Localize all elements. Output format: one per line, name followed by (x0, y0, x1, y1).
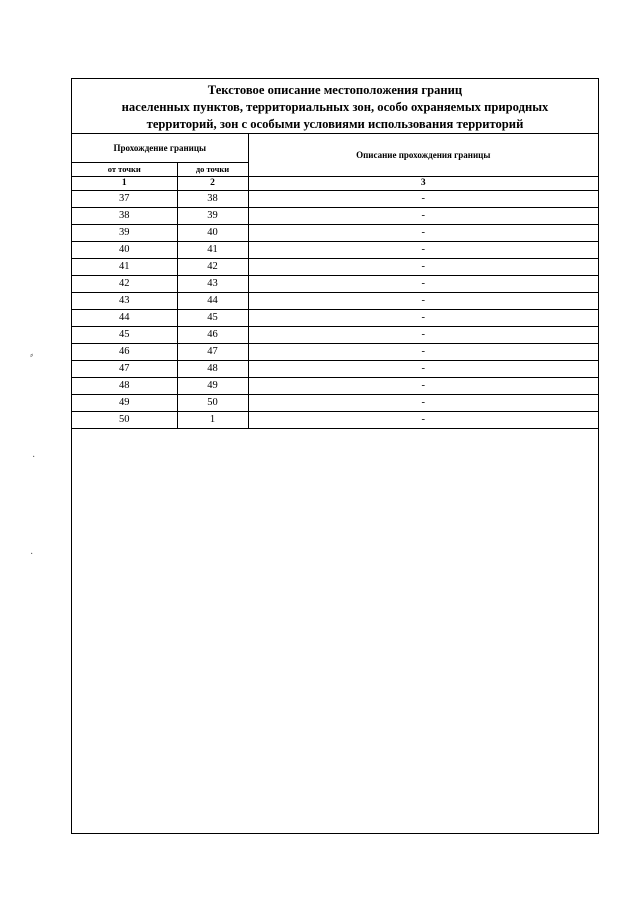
table-row (72, 191, 598, 208)
cell-to-point: 47 (177, 344, 248, 361)
cell-to-point: 45 (177, 310, 248, 327)
cell-description: - (248, 327, 598, 344)
table-row (72, 310, 598, 327)
cell-from-point: 42 (72, 276, 177, 293)
cell-from-point: 40 (72, 242, 177, 259)
title-line-3: территорий, зон с особыми условиями использования территорий (146, 117, 524, 131)
cell-description: - (248, 276, 598, 293)
table-row (72, 225, 598, 242)
table-body (72, 191, 598, 429)
cell-to-point: 39 (177, 208, 248, 225)
table-row (72, 344, 598, 361)
cell-description: - (248, 395, 598, 412)
document-title (72, 79, 598, 134)
header-boundary-passage: Прохождение границы (72, 134, 248, 163)
cell-to-point: 38 (177, 191, 248, 208)
table-row (72, 208, 598, 225)
cell-to-point: 50 (177, 395, 248, 412)
cell-from-point: 50 (72, 412, 177, 429)
cell-from-point: 45 (72, 327, 177, 344)
cell-from-point: 47 (72, 361, 177, 378)
header-from-point: от точки (72, 163, 177, 177)
scan-mark: · (30, 549, 34, 560)
table-row (72, 327, 598, 344)
cell-description: - (248, 208, 598, 225)
cell-to-point: 42 (177, 259, 248, 276)
table-row (72, 361, 598, 378)
column-number-3: 3 (248, 177, 598, 191)
column-number-1: 1 (72, 177, 177, 191)
cell-description: - (248, 310, 598, 327)
cell-description: - (248, 225, 598, 242)
cell-description: - (248, 378, 598, 395)
cell-to-point: 44 (177, 293, 248, 310)
cell-to-point: 43 (177, 276, 248, 293)
cell-from-point: 37 (72, 191, 177, 208)
header-description: Описание прохождения границы (248, 134, 598, 177)
cell-to-point: 41 (177, 242, 248, 259)
cell-description: - (248, 412, 598, 429)
table-row (72, 378, 598, 395)
table-row (72, 395, 598, 412)
cell-from-point: 49 (72, 395, 177, 412)
scan-mark: ⸗ (30, 350, 34, 361)
column-number-2: 2 (177, 177, 248, 191)
cell-to-point: 1 (177, 412, 248, 429)
cell-to-point: 49 (177, 378, 248, 395)
cell-description: - (248, 293, 598, 310)
cell-from-point: 41 (72, 259, 177, 276)
cell-description: - (248, 344, 598, 361)
cell-description: - (248, 259, 598, 276)
cell-from-point: 39 (72, 225, 177, 242)
cell-description: - (248, 191, 598, 208)
cell-to-point: 40 (177, 225, 248, 242)
cell-from-point: 44 (72, 310, 177, 327)
table-row (72, 259, 598, 276)
boundary-table (72, 134, 598, 429)
cell-from-point: 48 (72, 378, 177, 395)
cell-from-point: 38 (72, 208, 177, 225)
table-row (72, 242, 598, 259)
cell-from-point: 43 (72, 293, 177, 310)
cell-description: - (248, 361, 598, 378)
scan-mark: · (32, 452, 36, 463)
table-row (72, 293, 598, 310)
cell-from-point: 46 (72, 344, 177, 361)
cell-to-point: 48 (177, 361, 248, 378)
document-frame (71, 78, 599, 834)
title-line-2: населенных пунктов, территориальных зон, особо охраняемых природных (121, 100, 549, 114)
table-row (72, 276, 598, 293)
title-line-1: Текстовое описание местоположения границ (207, 83, 463, 97)
column-number-row (72, 177, 598, 191)
cell-description: - (248, 242, 598, 259)
table-row (72, 412, 598, 429)
header-to-point: до точки (177, 163, 248, 177)
cell-to-point: 46 (177, 327, 248, 344)
